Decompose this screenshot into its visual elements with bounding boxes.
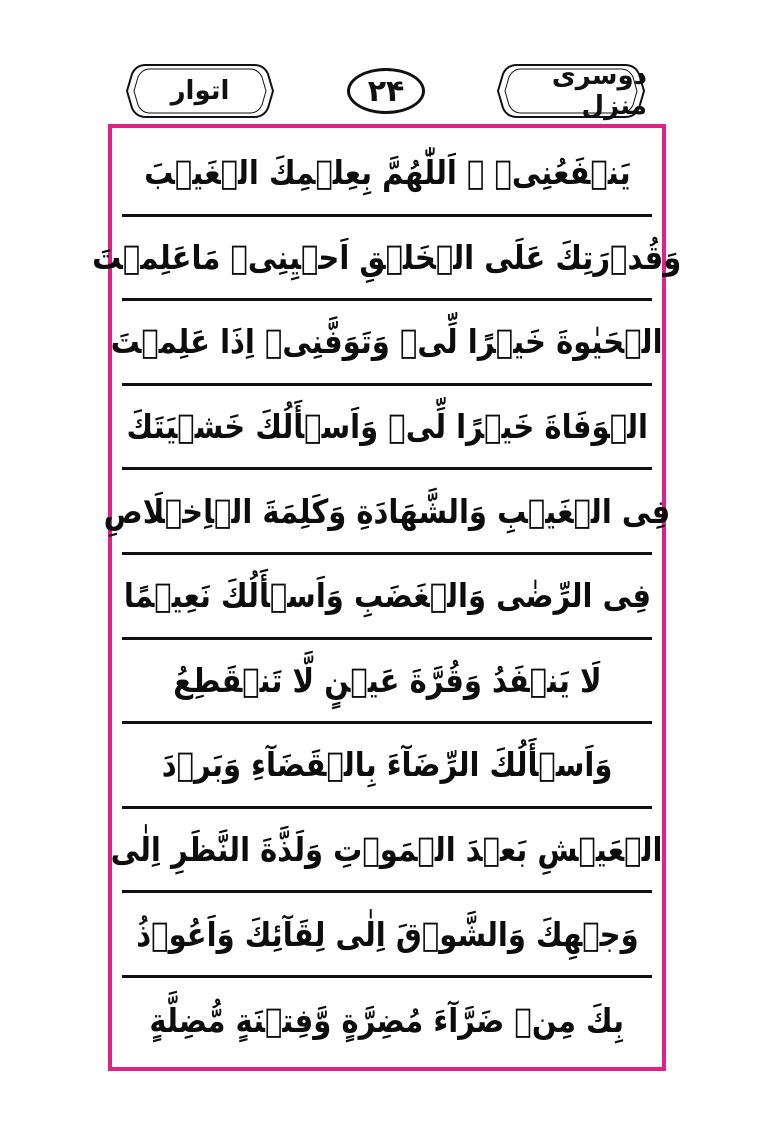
text-line <box>122 386 652 471</box>
line-text: فِى الرِّضٰى وَالۡغَضَبِ وَاَسۡأَلُكَ نَعِيۡمًا <box>123 576 651 616</box>
manzil-label-cartouche <box>495 62 647 120</box>
text-line <box>122 978 652 1063</box>
text-line <box>92 217 682 302</box>
line-text: لَا يَنۡفَدُ وَقُرَّةَ عَيۡنٍ لَّا تَنۡقَطِعُ <box>172 660 602 700</box>
line-text: وَجۡهِكَ وَالشَّوۡقَ اِلٰى لِقَآئِكَ وَاَعُوۡذُ <box>135 914 639 954</box>
day-label: اتوار <box>170 76 230 106</box>
line-text: وَاَسۡأَلُكَ الرِّضَآءَ بِالۡقَضَآءِ وَبَرۡدَ <box>161 745 613 785</box>
text-lines <box>92 132 682 1063</box>
text-line <box>122 640 652 725</box>
day-label-cartouche <box>124 62 276 120</box>
line-text: الۡحَيٰوةَ خَيۡرًا لِّىۡ وَتَوَفَّنِىۡ اِذَا عَلِمۡتَ <box>111 322 663 362</box>
manzil-label: دوسری منزل <box>551 61 647 121</box>
text-line <box>122 132 652 217</box>
text-line <box>103 470 671 555</box>
page-number-badge: ۲۴ <box>347 68 425 114</box>
line-text: الۡوَفَاةَ خَيۡرًا لِّىۡ وَاَسۡأَلُكَ خَشۡيَتَكَ <box>126 407 648 447</box>
text-line <box>122 724 652 809</box>
line-text: فِى الۡغَيۡبِ وَالشَّهَادَةِ وَكَلِمَةَ الۡاِخۡلَاصِ <box>103 491 671 531</box>
text-frame <box>92 124 682 1071</box>
text-line <box>111 301 663 386</box>
line-text: بِكَ مِنۡ ضَرَّآءَ مُضِرَّةٍ وَّفِتۡنَةٍ مُّضِلَّةٍ <box>149 1000 625 1040</box>
page-header <box>0 0 772 130</box>
line-text: وَقُدۡرَتِكَ عَلَى الۡخَلۡقِ اَحۡيِنِىۡ مَاعَلِمۡتَ <box>92 237 682 277</box>
text-line <box>122 893 652 978</box>
line-text: الۡعَيۡشِ بَعۡدَ الۡمَوۡتِ وَلَذَّةَ النَّظَرِ اِلٰى <box>111 830 663 870</box>
text-line <box>122 555 652 640</box>
text-line <box>111 809 663 894</box>
line-text: يَنۡفَعُنِىۡ ۞ اَللّٰهُمَّ بِعِلۡمِكَ الۡغَيۡبَ <box>143 153 631 193</box>
